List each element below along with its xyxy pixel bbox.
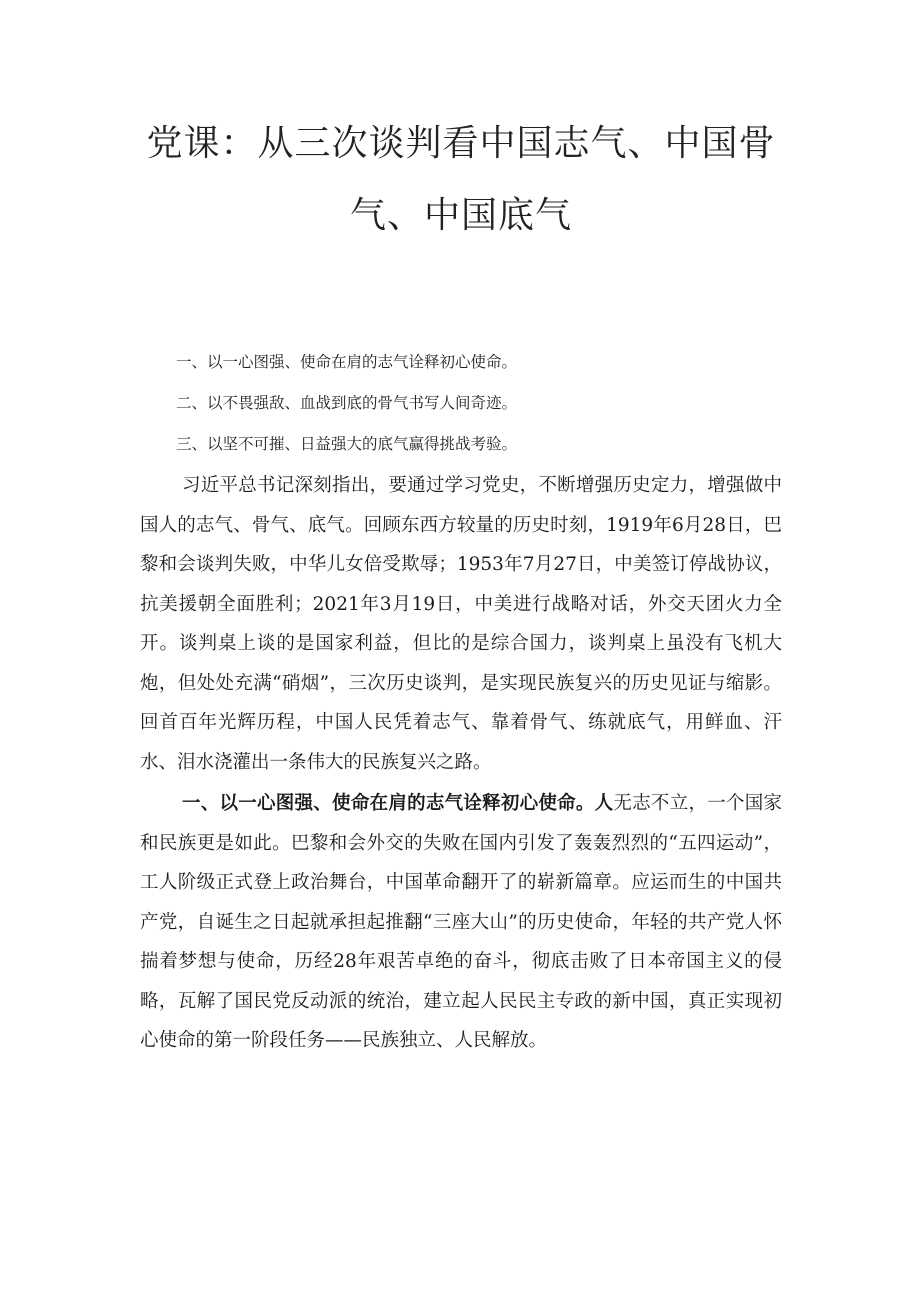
title-line-1: 党课：从三次谈判看中国志气、中国骨: [146, 123, 776, 164]
page-title: [140, 108, 782, 252]
title-line-2: 气、中国底气: [349, 195, 572, 236]
section-one-heading: 一、以一心图强、使命在肩的志气诠释初心使命。人: [182, 793, 614, 814]
section-one-body: 无志不立，一个国家和民族更是如此。巴黎和会外交的失败在国内引发了轰轰烈烈的“五四运动”，工人阶级正式登上政治舞台，中国革命翻开了的崭新篇章。应运而生的中国共产党，自诞生之日起就承担起推翻“三座大山”的历史使命，年轻的共产党人怀揣着梦想与使命，历经28年艰苦卓绝的奋斗，彻底击败了日本帝国主义的侵略，瓦解了国民党反动派的统治，建立起人民民主专政的新中国，真正实现初心使命的第一阶段任务——民族独立、人民解放。: [140, 793, 782, 1051]
outline-list: [140, 352, 782, 455]
outline-item-2: 二、以不畏强敌、血战到底的骨气书写人间奇迹。: [176, 394, 518, 412]
intro-paragraph: 习近平总书记深刻指出，要通过学习党史，不断增强历史定力，增强做中国人的志气、骨气、底气。回顾东西方较量的历史时刻，1919年6月28日，巴黎和会谈判失败，中华儿女倍受欺辱；1953年7月27日，中美签订停战协议，抗美援朝全面胜利；2021年3月19日，中美进行战略对话，外交天团火力全开。谈判桌上谈的是国家利益，但比的是综合国力，谈判桌上虽没有飞机大炮，但处处充满“硝烟”，三次历史谈判，是实现民族复兴的历史见证与缩影。回首百年光辉历程，中国人民凭着志气、靠着骨气、练就底气，用鲜血、汗水、泪水浇灌出一条伟大的民族复兴之路。: [140, 475, 782, 773]
outline-item-1: 一、以一心图强、使命在肩的志气诠释初心使命。: [176, 353, 518, 371]
section-one-paragraph: [140, 784, 782, 1061]
outline-item-3: 三、以坚不可摧、日益强大的底气赢得挑战考验。: [176, 435, 518, 453]
